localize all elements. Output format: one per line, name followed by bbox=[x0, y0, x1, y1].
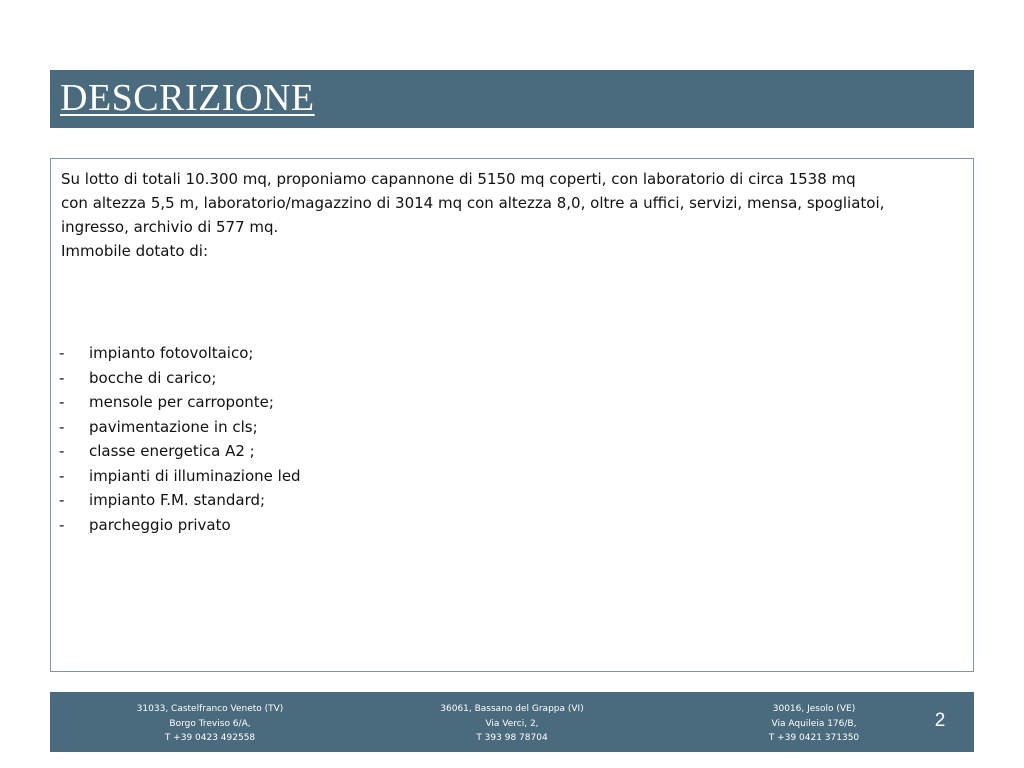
office-address: Via Aquileia 176/B, bbox=[771, 718, 857, 729]
office-jesolo bbox=[704, 702, 924, 746]
bullet-dash: - bbox=[59, 417, 65, 436]
description-box bbox=[50, 158, 974, 672]
list-item bbox=[59, 464, 301, 489]
bullet-dash: - bbox=[59, 344, 65, 362]
bullet-dash: - bbox=[59, 368, 65, 387]
feature-flooring: pavimentazione in cls; bbox=[89, 417, 258, 436]
features-list bbox=[59, 341, 301, 537]
list-item bbox=[59, 341, 301, 366]
feature-crane-brackets: mensole per carroponte; bbox=[89, 393, 274, 411]
bullet-dash: - bbox=[59, 393, 65, 411]
office-city: 31033, Castelfranco Veneto (TV) bbox=[136, 704, 284, 714]
bullet-dash: - bbox=[59, 442, 65, 460]
bullet-dash: - bbox=[59, 466, 65, 485]
footer-bar bbox=[50, 692, 974, 752]
list-item bbox=[59, 439, 301, 464]
description-line-2: con altezza 5,5 m, laboratorio/magazzino di 3014 mq con altezza 8,0, oltre a uffici, servizi, mensa, spogliatoi, bbox=[61, 194, 885, 212]
list-item bbox=[59, 513, 301, 538]
office-castelfranco bbox=[100, 702, 320, 746]
list-item bbox=[59, 366, 301, 391]
list-item bbox=[59, 488, 301, 513]
page-number: 2 bbox=[934, 710, 946, 731]
feature-loading-docks: bocche di carico; bbox=[89, 368, 217, 387]
feature-photovoltaic: impianto fotovoltaico; bbox=[89, 344, 254, 362]
description-paragraph bbox=[61, 167, 966, 239]
list-item bbox=[59, 390, 301, 415]
feature-led-lighting: impianti di illuminazione led bbox=[89, 466, 301, 485]
office-bassano bbox=[402, 702, 622, 746]
feature-energy-class: classe energetica A2 ; bbox=[89, 442, 255, 460]
bullet-dash: - bbox=[59, 491, 65, 509]
office-phone: T +39 0423 492558 bbox=[164, 733, 256, 743]
bullet-dash: - bbox=[59, 515, 65, 534]
feature-power-system: impianto F.M. standard; bbox=[89, 491, 266, 509]
office-phone: T +39 0421 371350 bbox=[768, 733, 860, 743]
description-line-1: Su lotto di totali 10.300 mq, proponiamo capannone di 5150 mq coperti, con laboratorio di circa 1538 mq bbox=[61, 170, 856, 188]
office-city: 36061, Bassano del Grappa (VI) bbox=[440, 704, 584, 714]
office-address: Via Verci, 2, bbox=[485, 718, 539, 729]
office-phone: T 393 98 78704 bbox=[476, 733, 548, 743]
office-city: 30016, Jesolo (VE) bbox=[772, 704, 856, 714]
feature-private-parking: parcheggio privato bbox=[89, 515, 231, 534]
title-bar bbox=[50, 70, 974, 128]
description-line-3: ingresso, archivio di 577 mq. bbox=[61, 218, 279, 236]
office-address: Borgo Treviso 6/A, bbox=[169, 718, 251, 729]
page-title: DESCRIZIONE bbox=[60, 77, 315, 119]
features-intro: Immobile dotato di: bbox=[61, 242, 209, 260]
list-item bbox=[59, 415, 301, 440]
